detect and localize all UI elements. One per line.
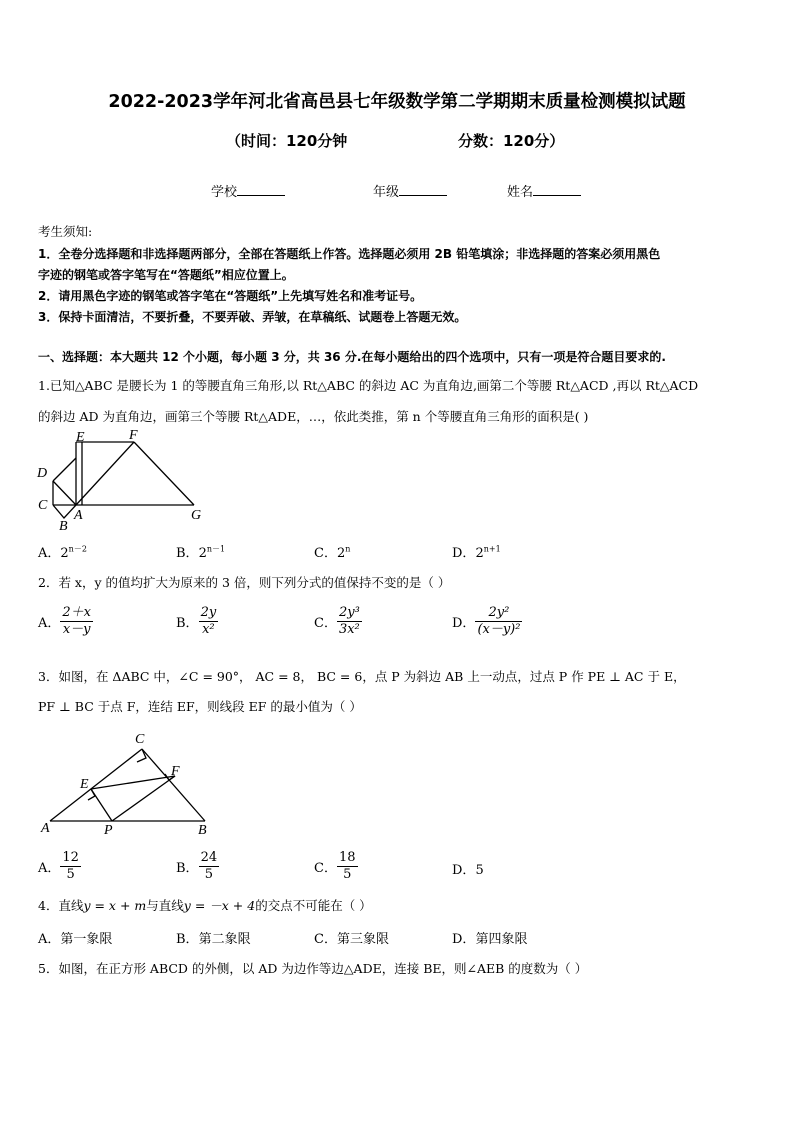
q1-option-d[interactable]: D．$2^{n+1}$ [452, 544, 501, 561]
q4-option-b[interactable]: B．第二象限 [176, 932, 251, 947]
notice-item: 字迹的钢笔或答字笔写在“答题纸”相应位置上。 [38, 268, 294, 282]
notice-item: 1．全卷分选择题和非选择题两部分，全部在答题纸上作答。选择题必须用 2B 铅笔填涂；非选择题的答案必须用黑色 [38, 247, 661, 261]
q3-label-a: A [41, 821, 50, 836]
q3-line2: PF ⊥ BC 于点 F，连结 EF，则线段 EF 的最小值为（ ） [38, 699, 362, 714]
exam-time: （时间：120分钟 [226, 132, 348, 150]
q3-label-p: P [104, 823, 113, 836]
notice-item: 2．请用黑色字迹的钢笔或答字笔在“答题纸”上先填写姓名和准考证号。 [38, 289, 423, 303]
q1-label-c: C [38, 498, 48, 513]
q1-label-d: D [37, 466, 48, 481]
q4-option-d[interactable]: D．第四象限 [452, 932, 528, 947]
school-label: 学校 [211, 185, 238, 200]
name-label: 姓名 [507, 185, 534, 200]
q4-option-c[interactable]: C．第三象限 [314, 932, 389, 947]
grade-label: 年级 [373, 185, 400, 200]
q3-fraction-c: $\frac{18}{5}$ [338, 850, 356, 882]
page-title: 2022-2023学年河北省高邑县七年级数学第二学期期末质量检测模拟试题 [108, 92, 686, 112]
q1-label-b: B [59, 519, 68, 534]
q3-line1: 3．如图，在 ΔABC 中，∠C = 90°， AC = 8， BC = 6，点 P 为斜边 AB 上一动点，过点 P 作 PE ⊥ AC 于 E， [38, 669, 686, 684]
q2-fraction-d: $\frac{\text{2y²}}{\text{(x－y)²}}$ [477, 605, 521, 637]
q2-fraction-c: $\frac{\text{2y³}}{\text{3x²}}$ [338, 605, 360, 637]
q1-label-g: G [191, 508, 202, 523]
q2-fraction-b: $\frac{2y}{\text{x²}}$ [200, 605, 217, 637]
notice-item: 3．保持卡面清洁，不要折叠，不要弄破、弄皱，在草稿纸、试题卷上答题无效。 [38, 310, 467, 324]
q3-label-c: C [135, 732, 145, 747]
q1-label-e: E [76, 430, 85, 445]
q1-option-b[interactable]: B．$2^{n-1}$ [176, 544, 226, 561]
q2-option-d[interactable]: D． $\frac{\text{2y²}}{\text{(x－y)²}}$ [452, 605, 521, 637]
q4-stem: 4．直线y = x + m与直线y = －x + 4的交点不可能在（ ） [38, 898, 372, 913]
q3-option-d[interactable]: D．5 [452, 863, 484, 878]
q1-label-f: F [129, 428, 138, 443]
name-field [507, 181, 581, 200]
q1-option-c[interactable]: C．2$^n$ [314, 544, 351, 561]
q2-option-a[interactable]: A． $\frac{2+x}{x-y}$ [38, 605, 91, 637]
notice-heading: 考生须知: [38, 224, 93, 239]
q2-stem: 2．若 x，y 的值均扩大为原来的 3 倍，则下列分式的值保持不变的是（ ） [38, 575, 451, 590]
q3-figure [38, 728, 218, 836]
q3-fraction-b: $\frac{24}{5}$ [200, 850, 218, 882]
q1-line2: 的斜边 AD 为直角边，画第三个等腰 Rt△ADE，…，依此类推，第 n 个等腰直角三角形的面积是( ) [38, 409, 589, 424]
section-heading: 一、选择题：本大题共 12 个小题，每小题 3 分，共 36 分.在每小题给出的四个选项中，只有一项是符合题目要求的. [38, 350, 666, 364]
q1-line1: 1.已知△ABC 是腰长为 1 的等腰直角三角形,以 Rt△ABC 的斜边 AC 为直角边,画第二个等腰 Rt△ACD ,再以 Rt△ACD [38, 378, 699, 393]
q3-label-e: E [80, 777, 89, 792]
q1-label-a: A [74, 508, 83, 523]
school-field [211, 181, 285, 200]
q1-option-a[interactable]: A．$2^{n-2}$ [38, 544, 87, 561]
q4-equation-2: y = －x + 4 [183, 898, 256, 913]
q3-label-f: F [171, 764, 180, 779]
q4-equation-1: y = x + m [83, 898, 147, 913]
q3-label-b: B [198, 823, 207, 836]
q5-stem: 5．如图，在正方形 ABCD 的外侧，以 AD 为边作等边△ADE，连接 BE，则∠AEB 的度数为（ ） [38, 961, 588, 976]
q3-fraction-a: $\frac{12}{5}$ [62, 850, 79, 882]
exam-score: 分数：120分） [458, 132, 565, 150]
grade-field [373, 181, 447, 200]
q2-option-c[interactable]: C． $\frac{\text{2y³}}{\text{3x²}}$ [314, 605, 360, 637]
q2-fraction-a: $\frac{2+x}{x-y}$ [62, 605, 91, 637]
q3-option-c[interactable]: C． $\frac{18}{5}$ [314, 850, 356, 882]
q1-figure [34, 425, 214, 535]
q2-option-b[interactable]: B． $\frac{2y}{\text{x²}}$ [176, 605, 217, 637]
q3-option-b[interactable]: B． $\frac{24}{5}$ [176, 850, 218, 882]
q4-option-a[interactable]: A．第一象限 [38, 932, 113, 947]
q3-option-a[interactable]: A． $\frac{12}{5}$ [38, 850, 79, 882]
